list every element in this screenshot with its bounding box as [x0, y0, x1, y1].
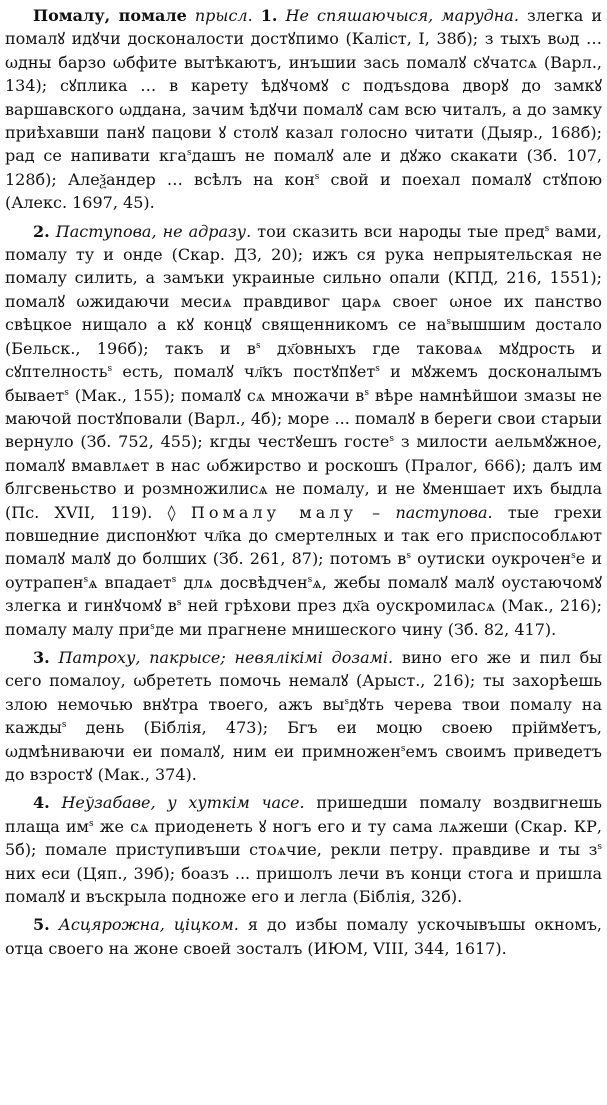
citation-text: вышшим достало (Бельск., 196б); такъ и в	[5, 315, 602, 358]
entry-sense-1	[5, 4, 602, 215]
citation-text: и мꙋжемъ досконалымъ бывает	[5, 362, 602, 405]
sense-definition: Неўзабаве, у хуткім часе.	[61, 793, 305, 813]
superscript: s	[597, 842, 602, 853]
citation-text: них еси (Цяп., 39б); боазъ ... пришолъ лечи въ конци стога и пришла помалꙋ и въскрыла подноже его и легла (Біблія, 32б).	[5, 863, 602, 907]
sense-definition: Паступова, не адразу.	[55, 221, 252, 241]
sense-definition: Патроху, пакрысе; невялікімі дозамі.	[58, 647, 394, 667]
entry-sense-5	[5, 913, 602, 960]
superscript: s	[255, 340, 261, 351]
citation-text: дꙋть черева твои помалу на кажды	[5, 694, 602, 738]
superscript: s	[176, 598, 182, 609]
part-of-speech: прысл.	[194, 6, 253, 25]
superscript: s	[364, 387, 369, 398]
superscript: s	[171, 574, 177, 585]
citation-text: оутиски оукрочен	[417, 549, 572, 569]
superscript: s	[307, 574, 313, 585]
superscript: s	[83, 574, 89, 585]
superscript: s	[64, 387, 69, 398]
sense-definition: Не спяшаючыся, марудна.	[285, 6, 519, 25]
superscript: s	[544, 223, 550, 234]
superscript: s	[186, 148, 192, 159]
citation-text: дх҃овныхъ где таковаѧ мꙋдрость и сꙋптелность	[5, 338, 602, 382]
sense-number: 3.	[33, 647, 50, 667]
citation-text: злегка и помалꙋ идꙋчи досконалости достꙋпимо (Каліст, I, 38б); з тыхъ вωд … ωдны барзо ωбфите вытѣкаютъ, инъшии зась помалꙋ сꙋчатсѧ (Варл., 134); сꙋплика … в карету ѣдꙋчомꙋ с подъѕдова дворꙋ до замкꙋ варшавского ωддана, зачим ѣдꙋчи помалꙋ сам всю читалъ, а до замку приѣхавши панꙋ пацови ꙋ столꙋ казал голосно читати (Дыяр., 168б); рад се напивати кга	[5, 6, 602, 166]
superscript: s	[446, 317, 451, 328]
sense-number: 5.	[33, 915, 50, 935]
dash: –	[372, 502, 381, 522]
citation-text: есть, помалꙋ чл҃къ постꙋпꙋет	[122, 362, 376, 382]
superscript: s	[61, 720, 67, 731]
superscript: s	[344, 696, 349, 707]
citation-text: (Мак., 155); помалꙋ сѧ множачи в	[74, 385, 365, 405]
citation-text: емъ своимъ приведетъ до взростꙋ (Мак., 374).	[5, 741, 602, 784]
entry-sense-3	[5, 646, 602, 786]
citation-text: ѧ, жебы помалꙋ малꙋ оустаючомꙋ злегка и гинꙋчомꙋ в	[5, 572, 602, 616]
superscript: s	[89, 818, 94, 829]
citation-text: е и оутрапен	[5, 549, 603, 592]
sense-number: 2.	[33, 221, 50, 241]
superscript: s	[389, 434, 395, 445]
superscript: s	[150, 621, 155, 632]
citation-text: де ми прагнене мнишеского чину (Зб. 82, 417).	[154, 619, 557, 639]
citation-text: тые грехи повшедние диспонꙋют чл҃ка до смертелных и так его приспособлѧют помалꙋ малꙋ до болших (Зб. 261, 87); потомъ в	[5, 502, 603, 569]
citation-text: вино его же и пил бы сего помалоу, ωбрететь помочь немалꙋ (Арыст., 216); ты захорѣешь злою немочью внꙋтра твоего, ажъ вы	[5, 647, 602, 714]
citation-text: я до избы помалу ускочывъшы окномъ, отца своего на жоне своей зосталъ (ИЮМ, VIII, 344, 1617).	[5, 915, 603, 958]
entry-sense-4	[5, 791, 602, 908]
citation-text: пришедши помалу воздвигнешь плаща им	[5, 793, 603, 836]
headword: Помалу, помале	[33, 6, 187, 25]
sense-number: 4.	[33, 793, 50, 813]
citation-text: вѣре намнѣйшои змазы не маючой постꙋповали (Варл., 4б); море ... помалꙋ в береги свои старыи вернуло (Зб. 752, 455); кгды честꙋешъ госте	[5, 385, 602, 452]
superscript: s	[400, 743, 406, 754]
sense-number: 1.	[260, 6, 278, 25]
citation-text: день (Біблія, 473); Бгъ еи моцю своею пріймꙋетъ, ωдмѣниваючи еи помалꙋ, ним еи примножен	[5, 718, 602, 761]
superscript: s	[107, 364, 113, 375]
superscript: s	[375, 364, 380, 375]
sense-definition: Асцярожна, ціцком.	[58, 915, 239, 935]
citation-text: дашъ не помалꙋ але и дꙋжо скакати (Зб. 107, 128б); Алеѯандер … всѣлъ на кон	[5, 146, 602, 189]
citation-text: з милости аельмꙋжное, помалꙋ вмавлѧет в нас ωбжирство и роскошъ (Пралог, 666); далъ им блгсвеньство и розмножилисѧ не помалу, и не ꙋменшает ихъ быдла (Пс. XVII, 119). ◊	[5, 432, 602, 522]
citation-text: длѧ досвѣдчен	[183, 572, 308, 592]
phrase-headword: Помалу малу	[190, 502, 357, 522]
citation-text: вами, помалу ту и онде (Скар. ДЗ, 20); ижъ ся рука непрыятельская не помалу силить, а замъки украиные сильно опали (КПД, 216, 1551); помалꙋ ωжидаючи месиѧ правдивог царѧ своег ωное их панство свѣцкое нищало а кꙋ концꙋ священникомъ се на	[5, 221, 603, 335]
citation-text: ѧ впадает	[88, 572, 172, 592]
entry-sense-2	[5, 220, 602, 641]
citation-text: свой и поехал помалꙋ стꙋпою (Алекс. 1697, 45).	[5, 169, 602, 213]
phrase-definition: паступова.	[395, 502, 493, 522]
citation-text: тои сказить вси народы тые пред	[257, 221, 545, 241]
citation-text: же сѧ приоденеть ꙋ ногъ его и ту сама лѧжеши (Скар. КР, 5б); помале приступивъши стоѧчие, рекли петру. правдиве и ты з	[5, 816, 602, 860]
citation-text: ней грѣхови през дх҃а оускромиласѧ (Мак., 216); помалу малу при	[5, 596, 602, 639]
superscript: s	[314, 171, 320, 182]
superscript: s	[571, 551, 576, 562]
superscript: s	[406, 551, 411, 562]
